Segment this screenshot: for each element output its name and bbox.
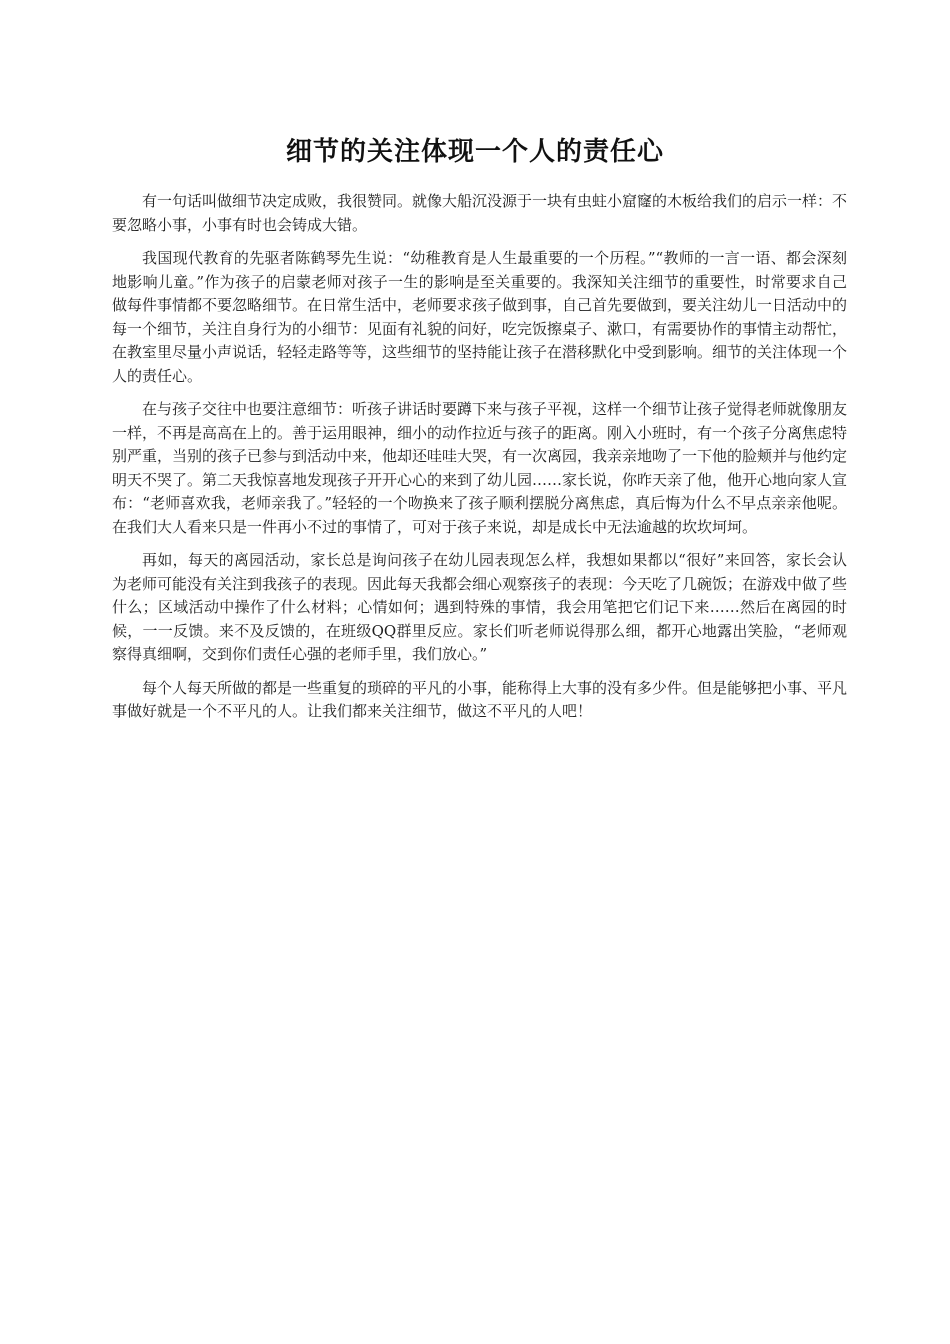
paragraph-3: 在与孩子交往中也要注意细节：听孩子讲话时要蹲下来与孩子平视，这样一个细节让孩子觉得老师就像朋友一样，不再是高高在上的。善于运用眼神，细小的动作拉近与孩子的距离。刚入小班时，有一个孩子分离焦虑特别严重，当别的孩子已参与到活动中来，他却还哇哇大哭，有一次离园，我亲亲地吻了一下他的脸颊并与他约定明天不哭了。第二天我惊喜地发现孩子开开心心的来到了幼儿园……家长说，你昨天亲了他，他开心地向家人宣布：“老师喜欢我，老师亲我了。”轻轻的一个吻换来了孩子顺利摆脱分离焦虑，真后悔为什么不早点亲亲他呢。在我们大人看来只是一件再小不过的事情了，可对于孩子来说，却是成长中无法逾越的坎坎坷坷。 — [112, 400, 848, 536]
document-title: 细节的关注体现一个人的责任心 — [285, 137, 664, 167]
paragraph-2: 我国现代教育的先驱者陈鹤琴先生说：“幼稚教育是人生最重要的一个历程。”“教师的一言一语、都会深刻地影响儿童。”作为孩子的启蒙老师对孩子一生的影响是至关重要的。我深知关注细节的重要性，时常要求自己做每件事情都不要忽略细节。在日常生活中，老师要求孩子做到事，自己首先要做到，要关注幼儿一日活动中的每一个细节，关注自身行为的小细节：见面有礼貌的问好，吃完饭擦桌子、漱口，有需要协作的事情主动帮忙，在教室里尽量小声说话，轻轻走路等等，这些细节的坚持能让孩子在潜移默化中受到影响。细节的关注体现一个人的责任心。 — [112, 249, 848, 385]
paragraph-5: 每个人每天所做的都是一些重复的琐碎的平凡的小事，能称得上大事的没有多少件。但是能够把小事、平凡事做好就是一个不平凡的人。让我们都来关注细节，做这不平凡的人吧！ — [112, 678, 848, 720]
paragraph-4: 再如，每天的离园活动，家长总是询问孩子在幼儿园表现怎么样，我想如果都以“很好”来回答，家长会认为老师可能没有关注到我孩子的表现。因此每天我都会细心观察孩子的表现：今天吃了几碗饭；在游戏中做了些什么；区域活动中操作了什么材料；心情如何；遇到特殊的事情，我会用笔把它们记下来……然后在离园的时候，一一反馈。来不及反馈的，在班级QQ群里反应。家长们听老师说得那么细，都开心地露出笑脸，“老师观察得真细啊，交到你们责任心强的老师手里，我们放心。” — [112, 551, 848, 663]
document-body — [112, 190, 847, 734]
paragraph-1: 有一句话叫做细节决定成败，我很赞同。就像大船沉没源于一块有虫蛀小窟窿的木板给我们的启示一样：不要忽略小事，小事有时也会铸成大错。 — [112, 192, 848, 234]
